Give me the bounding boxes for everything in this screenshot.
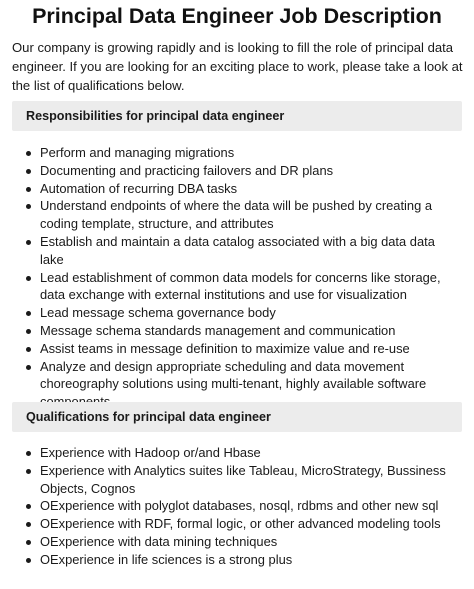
list-item: Experience with Hadoop or/and Hbase bbox=[24, 444, 460, 462]
list-item: OExperience with RDF, formal logic, or other advanced modeling tools bbox=[24, 515, 460, 533]
list-item: Documenting and practicing failovers and DR plans bbox=[24, 162, 460, 180]
list-item: Experience with Analytics suites like Tableau, MicroStrategy, Bussiness Objects, Cognos bbox=[24, 462, 460, 498]
list-item: Assist teams in message definition to maximize value and re-use bbox=[24, 340, 460, 358]
responsibilities-list bbox=[24, 144, 460, 411]
list-item: OExperience in life sciences is a strong plus bbox=[24, 551, 460, 569]
list-item: Understand endpoints of where the data will be pushed by creating a coding template, structure, and attributes bbox=[24, 197, 460, 233]
list-item: Automation of recurring DBA tasks bbox=[24, 180, 460, 198]
list-item: Establish and maintain a data catalog associated with a big data data lake bbox=[24, 233, 460, 269]
list-item: Perform and managing migrations bbox=[24, 144, 460, 162]
list-item: Lead message schema governance body bbox=[24, 304, 460, 322]
responsibilities-header: Responsibilities for principal data engineer bbox=[12, 101, 462, 131]
list-item: OExperience with data mining techniques bbox=[24, 533, 460, 551]
list-item: Message schema standards management and communication bbox=[24, 322, 460, 340]
intro-paragraph: Our company is growing rapidly and is looking to fill the role of principal data engineer. If you are looking for an exciting place to work, please take a look at the list of qualifications below. bbox=[12, 40, 463, 93]
page-title: Principal Data Engineer Job Description bbox=[32, 4, 442, 28]
list-item: Analyze and design appropriate scheduling and data movement choreography solutions using multi-tenant, highly available software bbox=[24, 358, 460, 411]
qualifications-header: Qualifications for principal data engineer bbox=[12, 402, 462, 432]
list-item: OExperience with polyglot databases, nosql, rdbms and other new sql bbox=[24, 497, 460, 515]
qualifications-list bbox=[24, 444, 460, 569]
list-item: Lead establishment of common data models for concerns like storage, data exchange with external institutions and use for visualization bbox=[24, 269, 460, 305]
